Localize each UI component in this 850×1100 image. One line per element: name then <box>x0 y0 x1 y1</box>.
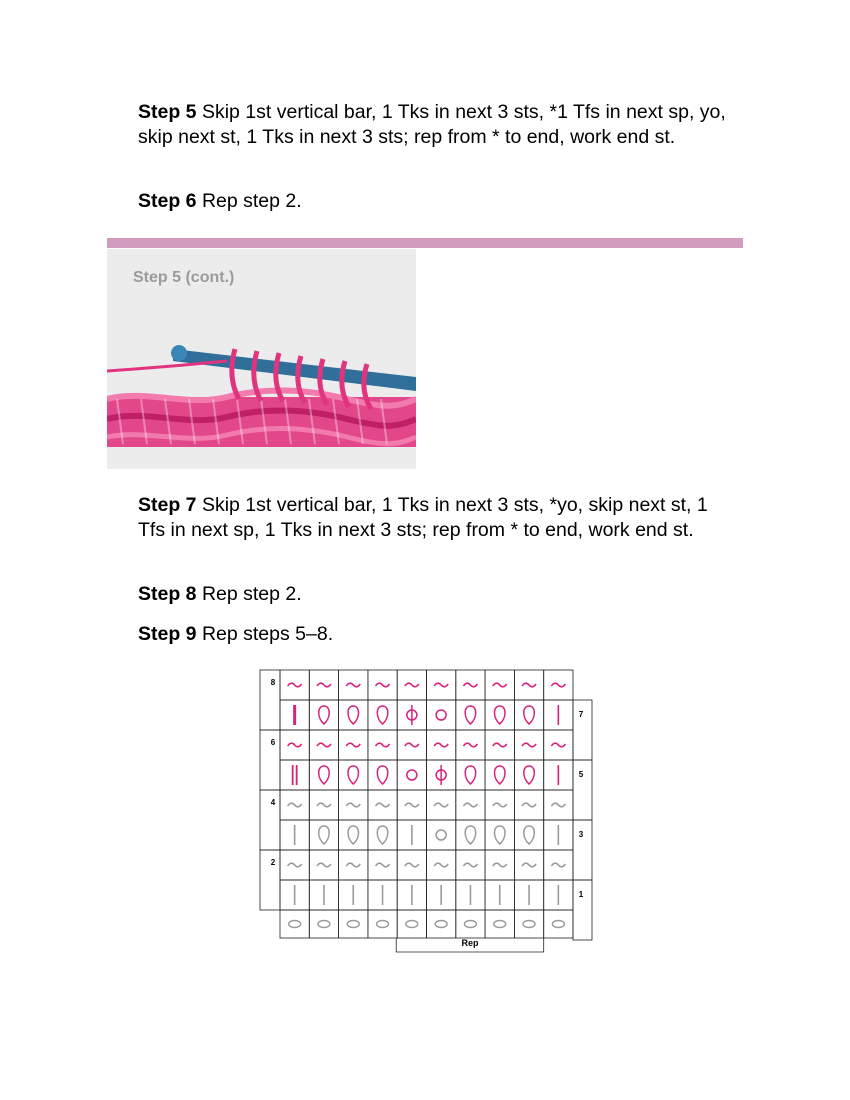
tilde-symbol <box>434 683 448 687</box>
step-text: Rep step 2. <box>196 583 302 605</box>
chart-cell <box>544 910 573 938</box>
row-label-1: 1 <box>578 890 584 899</box>
row-label-4: 4 <box>270 798 276 807</box>
chart-cell <box>339 910 368 938</box>
tilde-symbol <box>551 863 565 867</box>
teardrop-symbol <box>319 826 330 844</box>
step-7-paragraph <box>138 493 738 543</box>
tilde-symbol <box>551 683 565 687</box>
tilde-symbol <box>405 683 419 687</box>
chart-cell <box>485 760 514 790</box>
chart-cell <box>368 700 397 730</box>
tilde-symbol <box>288 863 302 867</box>
chart-cell <box>397 760 426 790</box>
chart-cell <box>485 910 514 938</box>
chart-cell <box>368 760 397 790</box>
teardrop-symbol <box>377 826 388 844</box>
chart-cell <box>309 820 338 850</box>
crochet-hook-illustration <box>107 249 416 469</box>
tilde-symbol <box>522 743 536 747</box>
tilde-symbol <box>522 863 536 867</box>
teardrop-symbol <box>319 766 330 784</box>
chart-cell <box>339 700 368 730</box>
teardrop-symbol <box>465 826 476 844</box>
tilde-symbol <box>493 683 507 687</box>
tilde-symbol <box>288 683 302 687</box>
step-6-paragraph <box>138 189 738 214</box>
tilde-symbol <box>463 863 477 867</box>
row-label-2: 2 <box>270 858 276 867</box>
teardrop-symbol <box>524 706 535 724</box>
row-label-8: 8 <box>270 678 276 687</box>
tilde-symbol <box>522 683 536 687</box>
row-label-box <box>573 700 592 760</box>
row-label-5: 5 <box>578 770 584 779</box>
chart-cell <box>368 820 397 850</box>
teardrop-symbol <box>524 826 535 844</box>
tilde-symbol <box>317 683 331 687</box>
chart-cell <box>280 910 309 938</box>
tilde-symbol <box>493 743 507 747</box>
teardrop-symbol <box>495 826 506 844</box>
tilde-symbol <box>522 803 536 807</box>
stitch-chart <box>259 669 593 954</box>
step-5-paragraph <box>138 100 738 150</box>
teardrop-symbol <box>495 766 506 784</box>
teardrop-symbol <box>348 826 359 844</box>
tilde-symbol <box>463 683 477 687</box>
chain-symbol <box>406 921 418 928</box>
yarn-over-symbol <box>436 710 446 720</box>
chart-cell <box>309 700 338 730</box>
chart-cell <box>339 760 368 790</box>
yarn-over-symbol <box>436 830 446 840</box>
tilde-symbol <box>405 743 419 747</box>
chart-cell <box>514 700 543 730</box>
chart-grid <box>260 670 592 952</box>
tilde-symbol <box>376 743 390 747</box>
chain-symbol <box>494 921 506 928</box>
chart-cell <box>427 820 456 850</box>
step-text: Rep step 2. <box>196 190 302 212</box>
step-label: Step 8 <box>138 583 197 605</box>
teardrop-symbol <box>348 766 359 784</box>
chain-symbol <box>464 921 476 928</box>
tilde-symbol <box>288 803 302 807</box>
row-label-box <box>573 820 592 880</box>
chart-cell <box>309 760 338 790</box>
row-label-box <box>573 760 592 820</box>
row-label-6: 6 <box>270 738 276 747</box>
tilde-symbol <box>346 743 360 747</box>
chain-symbol <box>435 921 447 928</box>
row-label-7: 7 <box>578 710 584 719</box>
chart-cell <box>280 760 309 790</box>
chain-symbol <box>523 921 535 928</box>
tilde-symbol <box>434 743 448 747</box>
tilde-symbol <box>405 803 419 807</box>
row-label-box <box>573 880 592 940</box>
step-text: Skip 1st vertical bar, 1 Tks in next 3 sts, *1 Tfs in next sp, yo, skip next st, 1 Tks in next 3 sts; rep from * to end, work end st. <box>138 101 726 148</box>
rep-label: Rep <box>461 938 479 948</box>
teardrop-symbol <box>465 706 476 724</box>
tilde-symbol <box>346 803 360 807</box>
tilde-symbol <box>434 863 448 867</box>
chain-symbol <box>347 921 359 928</box>
tilde-symbol <box>376 803 390 807</box>
step-label: Step 9 <box>138 623 197 645</box>
teardrop-symbol <box>377 766 388 784</box>
yarn-over-symbol <box>407 770 417 780</box>
teardrop-symbol <box>377 706 388 724</box>
tilde-symbol <box>376 683 390 687</box>
tilde-symbol <box>551 803 565 807</box>
tilde-symbol <box>376 863 390 867</box>
photo-caption: Step 5 (cont.) <box>133 269 235 286</box>
chart-cell <box>456 910 485 938</box>
row-label-3: 3 <box>578 830 584 839</box>
teardrop-symbol <box>319 706 330 724</box>
step-text: Rep steps 5–8. <box>196 623 334 645</box>
chart-cell <box>485 820 514 850</box>
step-label: Step 5 <box>138 101 197 123</box>
step-label: Step 6 <box>138 190 197 212</box>
tilde-symbol <box>346 683 360 687</box>
step-photo <box>107 249 416 469</box>
chart-cell <box>514 760 543 790</box>
teardrop-symbol <box>348 706 359 724</box>
chart-cell <box>485 700 514 730</box>
step-9-paragraph <box>138 622 738 647</box>
tilde-symbol <box>463 803 477 807</box>
tilde-symbol <box>288 743 302 747</box>
chart-cell <box>397 910 426 938</box>
tilde-symbol <box>317 743 331 747</box>
tilde-symbol <box>346 863 360 867</box>
chart-cell <box>309 910 338 938</box>
chain-symbol <box>318 921 330 928</box>
step-text: Skip 1st vertical bar, 1 Tks in next 3 sts, *yo, skip next st, 1 Tfs in next sp, 1 Tks in next 3 sts; rep from * to end, work end st. <box>138 494 708 541</box>
chart-cell <box>514 820 543 850</box>
section-divider <box>107 238 743 248</box>
tilde-symbol <box>463 743 477 747</box>
chart-cell <box>339 820 368 850</box>
teardrop-symbol <box>465 766 476 784</box>
tilde-symbol <box>317 803 331 807</box>
chart-cell <box>368 910 397 938</box>
chart-cell <box>427 700 456 730</box>
chain-symbol <box>289 921 301 928</box>
chain-symbol <box>552 921 564 928</box>
step-8-paragraph <box>138 582 738 607</box>
chart-cell <box>456 700 485 730</box>
tilde-symbol <box>493 863 507 867</box>
teardrop-symbol <box>524 766 535 784</box>
tilde-symbol <box>434 803 448 807</box>
chart-cell <box>514 910 543 938</box>
step-label: Step 7 <box>138 494 197 516</box>
teardrop-symbol <box>495 706 506 724</box>
tilde-symbol <box>405 863 419 867</box>
chain-symbol <box>377 921 389 928</box>
chart-cell <box>427 910 456 938</box>
chart-cell <box>456 820 485 850</box>
chart-cell <box>456 760 485 790</box>
tilde-symbol <box>551 743 565 747</box>
tilde-symbol <box>493 803 507 807</box>
tilde-symbol <box>317 863 331 867</box>
